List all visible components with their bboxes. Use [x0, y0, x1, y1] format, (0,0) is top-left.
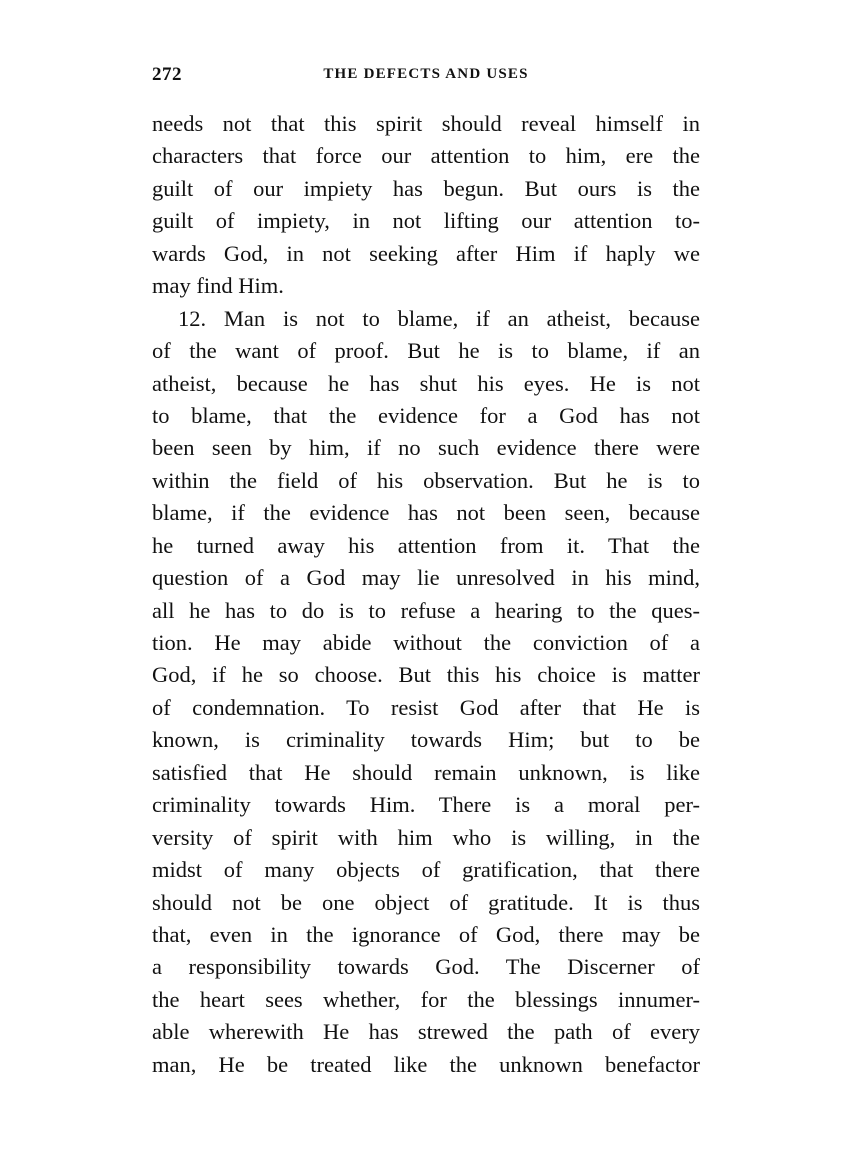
text-line: atheist, because he has shut his eyes. He is not — [152, 370, 700, 396]
running-head: THE DEFECTS AND USES — [323, 66, 529, 82]
text-line: tion. He may abide without the conviction of a — [152, 630, 700, 655]
text-line: needs not that this spirit should reveal himself in — [152, 111, 700, 136]
text-line: God, if he so choose. But this his choice is matter — [152, 662, 700, 688]
text-line: within the field of his observation. But he is to — [152, 467, 700, 493]
text-line: a responsibility towards God. The Discerner of — [152, 954, 700, 980]
text-line: all he has to do is to refuse a hearing to the ques- — [152, 597, 700, 623]
text-line: man, He be treated like the unknown benefactor — [152, 1051, 700, 1077]
text-line: known, is criminality towards Him; but to be — [152, 727, 700, 753]
text-line: may find Him. — [152, 273, 284, 299]
text-line: criminality towards Him. There is a moral per- — [152, 792, 700, 818]
text-line: to blame, that the evidence for a God has not — [152, 402, 700, 428]
text-line: question of a God may lie unresolved in his mind, — [152, 565, 700, 591]
text-line: guilt of our impiety has begun. But ours is the — [152, 175, 700, 201]
text-line: able wherewith He has strewed the path of every — [152, 1019, 700, 1045]
text-line: he turned away his attention from it. That the — [152, 532, 700, 558]
text-line: characters that force our attention to him, ere the — [152, 143, 700, 169]
body-text — [152, 108, 700, 1081]
text-line: the heart sees whether, for the blessings innumer- — [152, 986, 700, 1012]
text-line: been seen by him, if no such evidence there were — [152, 435, 700, 461]
page-number: 272 — [152, 64, 182, 85]
text-line: satisfied that He should remain unknown, is like — [152, 759, 700, 785]
page-header — [152, 64, 700, 88]
text-line: versity of spirit with him who is willing, in the — [152, 824, 700, 850]
text-line: should not be one object of gratitude. It is thus — [152, 889, 700, 915]
text-line: guilt of impiety, in not lifting our attention to- — [152, 208, 700, 234]
text-line: wards God, in not seeking after Him if haply we — [152, 240, 700, 266]
text-line: blame, if the evidence has not been seen, because — [152, 500, 700, 526]
text-line: of condemnation. To resist God after that He is — [152, 694, 700, 720]
text-line: of the want of proof. But he is to blame, if an — [152, 338, 700, 364]
paragraph-start-line: 12. Man is not to blame, if an atheist, because — [178, 305, 700, 331]
text-line: midst of many objects of gratification, that there — [152, 857, 700, 883]
text-line: that, even in the ignorance of God, there may be — [152, 921, 700, 947]
